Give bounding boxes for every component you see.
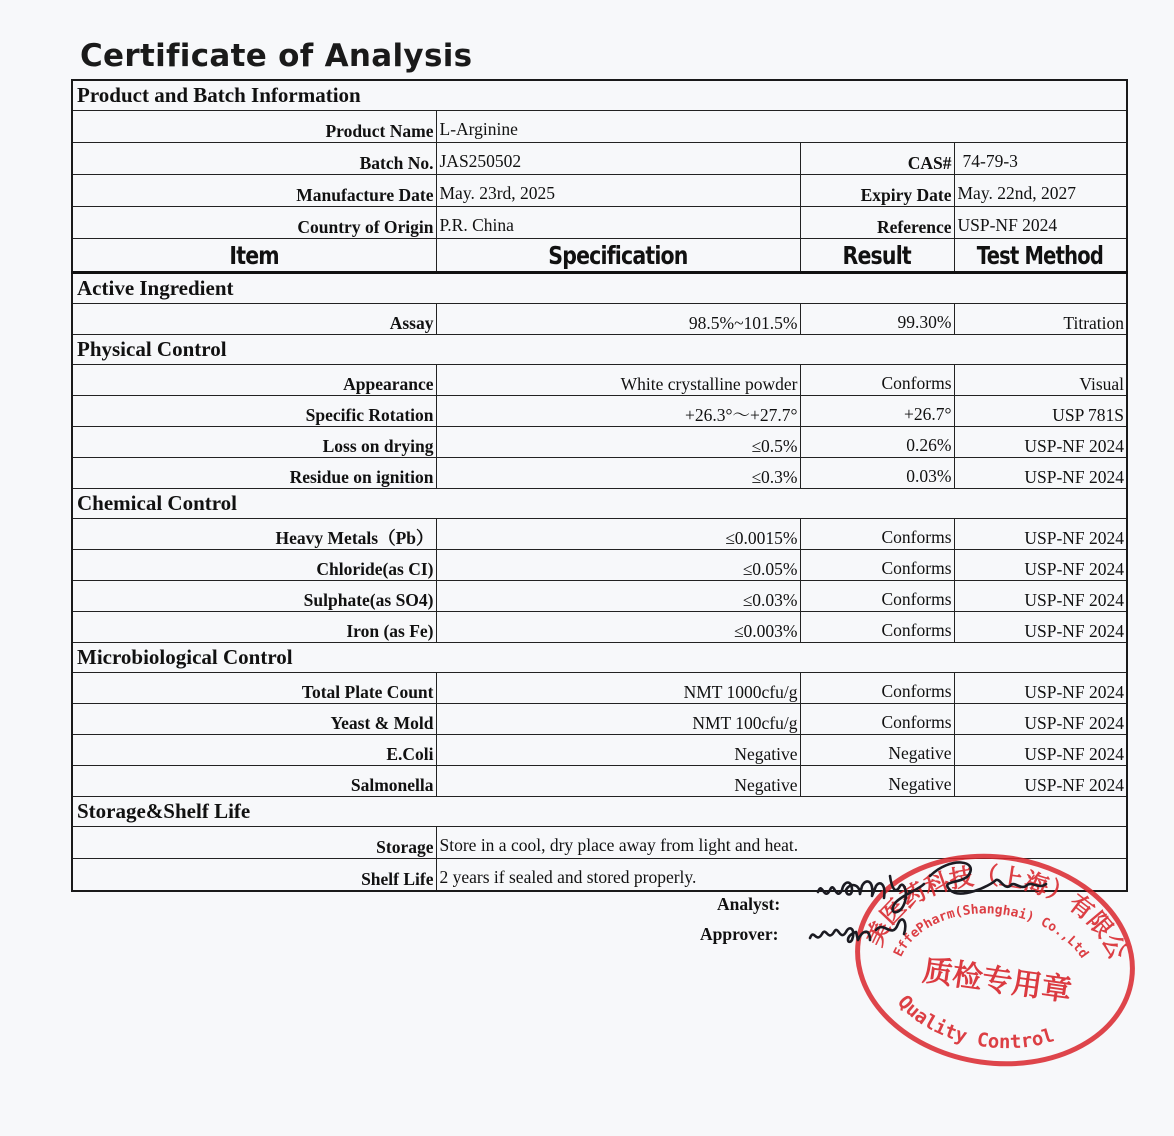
test-specification: 98.5%~101.5% — [436, 304, 800, 335]
shelf-life-value: 2 years if sealed and stored properly. — [436, 859, 1127, 892]
test-specification: NMT 100cfu/g — [436, 704, 800, 735]
approver-label: Approver: — [700, 924, 779, 944]
cas-label: CAS# — [800, 143, 954, 175]
table-row — [72, 581, 1127, 612]
test-specification: White crystalline powder — [436, 365, 800, 396]
test-item-name: Loss on drying — [72, 427, 436, 458]
test-result: Conforms — [800, 612, 954, 643]
test-specification: ≤0.03% — [436, 581, 800, 612]
test-item-name: Chloride(as CI) — [72, 550, 436, 581]
table-row — [72, 427, 1127, 458]
test-item-name: Yeast & Mold — [72, 704, 436, 735]
test-method: USP-NF 2024 — [954, 427, 1127, 458]
table-row — [72, 365, 1127, 396]
test-result: 0.26% — [800, 427, 954, 458]
cas-value: 74-79-3 — [954, 143, 1127, 175]
test-method: USP-NF 2024 — [954, 550, 1127, 581]
test-item-name: Sulphate(as SO4) — [72, 581, 436, 612]
table-row — [72, 519, 1127, 550]
test-result: 99.30% — [800, 304, 954, 335]
test-result: 0.03% — [800, 458, 954, 489]
test-specification: Negative — [436, 766, 800, 797]
test-method: USP-NF 2024 — [954, 766, 1127, 797]
test-method: USP-NF 2024 — [954, 458, 1127, 489]
test-item-name: Heavy Metals（Pb） — [72, 519, 436, 550]
test-method: USP-NF 2024 — [954, 519, 1127, 550]
column-header-row — [72, 239, 1127, 273]
section-heading: Microbiological Control — [72, 643, 1127, 673]
test-result: Conforms — [800, 673, 954, 704]
test-item-name: Iron (as Fe) — [72, 612, 436, 643]
reference-label: Reference — [800, 207, 954, 239]
test-method: Titration — [954, 304, 1127, 335]
mfg-date-label: Manufacture Date — [72, 175, 436, 207]
product-name-label: Product Name — [72, 111, 436, 143]
test-item-name: Assay — [72, 304, 436, 335]
signature-and-stamp — [800, 850, 1160, 1080]
storage-label: Storage — [72, 827, 436, 859]
section-heading: Active Ingredient — [72, 273, 1127, 304]
table-row — [72, 612, 1127, 643]
test-method: USP-NF 2024 — [954, 581, 1127, 612]
test-result: Conforms — [800, 704, 954, 735]
stamp-quality-control: Quality Control — [893, 991, 1057, 1054]
stamp-center-text: 质检专用章 — [920, 953, 1074, 1009]
table-row — [72, 704, 1127, 735]
test-specification: ≤0.3% — [436, 458, 800, 489]
test-item-name: E.Coli — [72, 735, 436, 766]
stamp-company-chinese: 美医药科技（上海）有限公司 — [860, 862, 1132, 964]
test-result: Conforms — [800, 519, 954, 550]
table-row — [72, 458, 1127, 489]
column-header-test-method: Test Method — [954, 239, 1127, 273]
stamp-company-english: EffePharm(Shanghai) Co.,Ltd — [891, 902, 1092, 962]
table-row — [72, 673, 1127, 704]
test-result: Conforms — [800, 581, 954, 612]
storage-value: Store in a cool, dry place away from light and heat. — [436, 827, 1127, 859]
mfg-date-value: May. 23rd, 2025 — [436, 175, 800, 207]
test-result: Conforms — [800, 550, 954, 581]
section-heading-product: Product and Batch Information — [72, 80, 1127, 111]
product-name-value: L-Arginine — [436, 111, 1127, 143]
test-method: USP-NF 2024 — [954, 612, 1127, 643]
section-heading: Physical Control — [72, 335, 1127, 365]
test-item-name: Appearance — [72, 365, 436, 396]
test-item-name: Specific Rotation — [72, 396, 436, 427]
test-specification: +26.3°～+27.7° — [436, 396, 800, 427]
column-header-result: Result — [800, 239, 954, 273]
origin-label: Country of Origin — [72, 207, 436, 239]
batch-label: Batch No. — [72, 143, 436, 175]
test-method: USP 781S — [954, 396, 1127, 427]
expiry-date-label: Expiry Date — [800, 175, 954, 207]
analyst-label: Analyst: — [717, 894, 781, 914]
batch-value: JAS250502 — [436, 143, 800, 175]
test-method: USP-NF 2024 — [954, 704, 1127, 735]
reference-value: USP-NF 2024 — [954, 207, 1127, 239]
test-result: Negative — [800, 735, 954, 766]
test-method: Visual — [954, 365, 1127, 396]
document-title: Certificate of Analysis — [80, 38, 473, 74]
test-method: USP-NF 2024 — [954, 673, 1127, 704]
test-item-name: Salmonella — [72, 766, 436, 797]
origin-value: P.R. China — [436, 207, 800, 239]
column-header-specification: Specification — [436, 239, 800, 273]
test-item-name: Total Plate Count — [72, 673, 436, 704]
shelf-life-label: Shelf Life — [72, 859, 436, 892]
test-result: Conforms — [800, 365, 954, 396]
coa-table — [71, 79, 1128, 892]
table-row — [72, 735, 1127, 766]
section-heading-storage: Storage&Shelf Life — [72, 797, 1127, 827]
table-row — [72, 396, 1127, 427]
test-result: +26.7° — [800, 396, 954, 427]
column-header-item: Item — [72, 239, 436, 273]
test-specification: Negative — [436, 735, 800, 766]
test-item-name: Residue on ignition — [72, 458, 436, 489]
table-row — [72, 304, 1127, 335]
table-row — [72, 550, 1127, 581]
expiry-date-value: May. 22nd, 2027 — [954, 175, 1127, 207]
test-specification: ≤0.0015% — [436, 519, 800, 550]
test-specification: ≤0.5% — [436, 427, 800, 458]
section-heading: Chemical Control — [72, 489, 1127, 519]
test-specification: ≤0.05% — [436, 550, 800, 581]
test-specification: ≤0.003% — [436, 612, 800, 643]
test-result: Negative — [800, 766, 954, 797]
test-specification: NMT 1000cfu/g — [436, 673, 800, 704]
table-row — [72, 766, 1127, 797]
test-method: USP-NF 2024 — [954, 735, 1127, 766]
